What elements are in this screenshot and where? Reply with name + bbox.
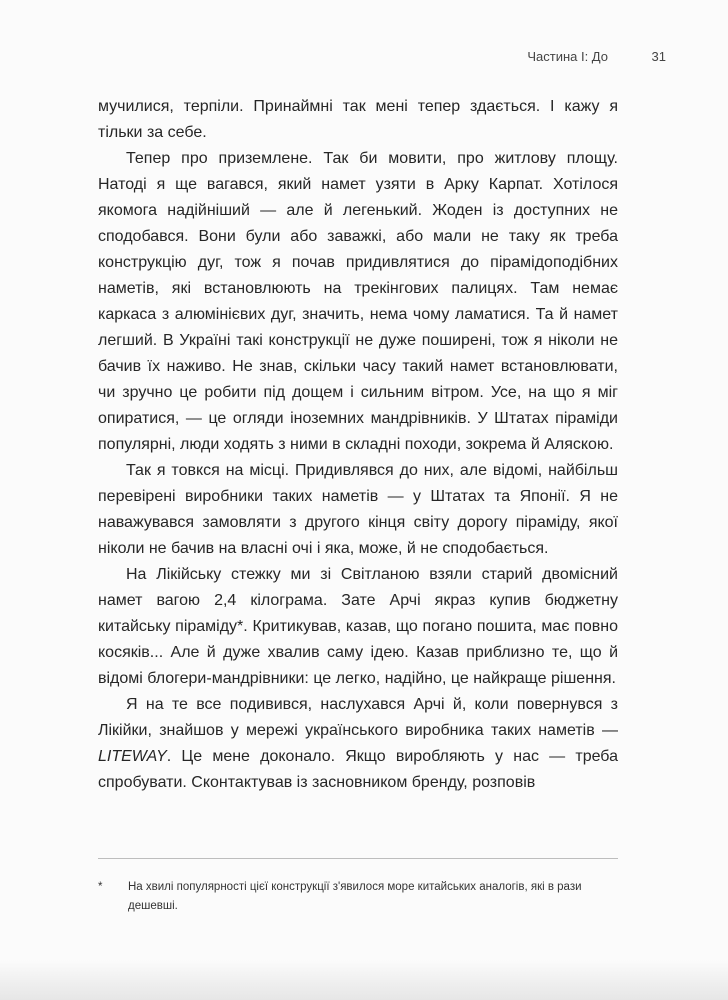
paragraph: Тепер про приземлене. Так би мовити, про житлову площу. Натоді я ще вагався, який намет узяти в Арку Карпат. Хотілося якомога надійніший — але й легенький. Жоден із доступних не сподобався. Вони були або заважкі, або мали не таку як треба конструкцію дуг, тож я почав придивлятися до пірамідоподібних наметів, які встановлюють на трекінгових палицях. Там немає каркаса з алюмінієвих дуг, значить, нема чому ламатися. Та й намет легший. В Україні такі конструкції не дуже поширені, тож я ніколи не бачив їх наживо. Не знав, скільки часу такий намет встановлювати, чи зручно це робити під дощем і сильним вітром. Усе, на що я міг опиратися, — це огляди іноземних мандрівників. У Штатах піраміди популярні, люди ходять з ними в складні походи, зокрема й Аляскою. xyxy=(98,150,618,453)
paragraph: На Лікійську стежку ми зі Світланою взяли старий двомісний намет вагою 2,4 кілограма. Зате Арчі якраз купив бюджетну китайську піраміду*. Критикував, казав, що погано пошита, має повно косяків... Але й дуже хвалив саму ідею. Казав приблизно те, що й відомі блогери-мандрівники: це легко, надійно, це найкраще рішення. xyxy=(98,566,618,687)
page-shadow xyxy=(0,960,728,1000)
body-text xyxy=(98,94,618,796)
paragraph xyxy=(98,692,618,796)
paragraph: мучилися, терпіли. Принаймні так мені тепер здається. І кажу я тільки за себе. xyxy=(98,98,618,141)
brand-name: LITEWAY xyxy=(98,748,167,765)
footnote-text: На хвилі популярності цієї конструкції з'явилося море китайських аналогів, які в рази дешевші. xyxy=(128,881,582,912)
footnote-mark: * xyxy=(98,881,103,893)
footnote-divider xyxy=(98,858,618,859)
running-header xyxy=(98,49,666,69)
paragraph-text: Я на те все подивився, наслухався Арчі й, коли повернувся з Лікійки, знайшов у мережі українського виробника таких наметів — xyxy=(98,696,618,739)
paragraph: Так я товкся на місці. Придивлявся до них, але відомі, найбільш перевірені виробники таких наметів — у Штатах та Японії. Я не наважувався замовляти з другого кінця світу дорогу піраміду, якої ніколи не бачив на власні очі і яка, може, й не сподобається. xyxy=(98,462,618,557)
page-number: 31 xyxy=(651,49,666,64)
chapter-title: Частина І: До xyxy=(527,49,608,64)
paragraph-text: . Це мене доконало. Якщо виробляють у нас — треба спробувати. Сконтактував із засновником бренду, розповів xyxy=(98,748,618,791)
footnote xyxy=(98,878,618,916)
